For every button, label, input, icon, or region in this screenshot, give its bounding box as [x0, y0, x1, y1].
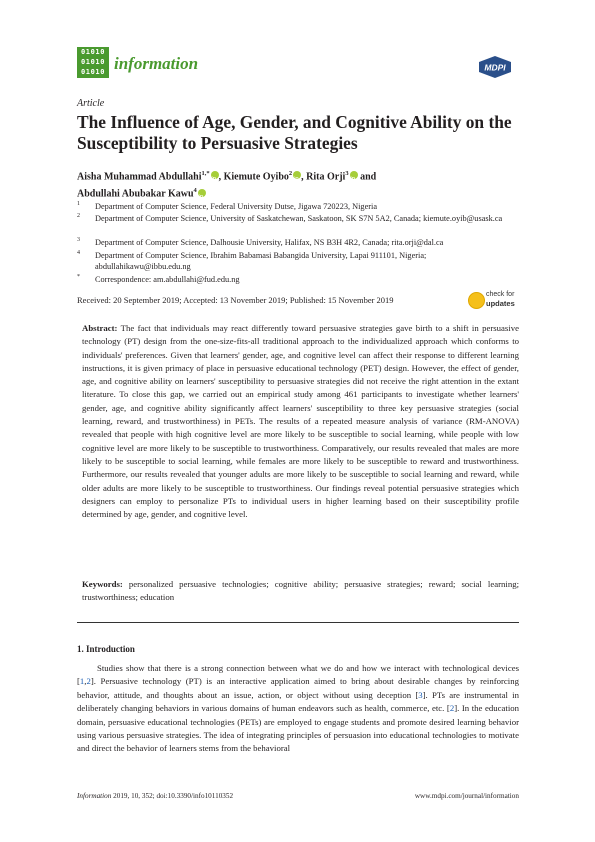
- keywords: [82, 578, 519, 605]
- abstract: [82, 322, 519, 521]
- mdpi-logo: [477, 55, 513, 79]
- citation-link[interactable]: 2: [449, 703, 455, 714]
- body-text: ]. Persuasive technology (PT) is an interactive application aimed to bring about desirable changes by reinforcing behavior, attitude, and thoughts about an issue, action, or object without using deception [: [77, 676, 519, 700]
- author-affil-sup: 3: [345, 170, 349, 177]
- article-type: Article: [77, 98, 105, 109]
- article-title: The Influence of Age, Gender, and Cognitive Ability on the Susceptibility to Persuasive Strategies: [77, 112, 512, 153]
- affiliation-number: 2: [77, 213, 80, 219]
- journal-logo: [77, 47, 109, 78]
- body-text: ]. In the education domain, persuasive educational technologies (PETs) are employed to engage students and promote desired learning behavior using various persuasive strategies. The idea of integrating principles of persuasion into educational technologies to motivate and direct the behavior of learners stems from the behavioral: [77, 703, 520, 754]
- citation-link[interactable]: 3: [418, 689, 423, 700]
- citation-link[interactable]: 1: [79, 676, 85, 687]
- orcid-icon[interactable]: [293, 171, 301, 179]
- affiliation-number: 3: [77, 237, 80, 243]
- abstract-text: The fact that individuals may react differently toward persuasive strategies gave birth to a shift in persuasive technology (PT) design from the one-size-fits-all traditional approach to the individualized approach which conforms to individuals' preferences. Given that learners' gender, age, and cognitive level can affect their response to different learning instructions, it is given primacy of place in persuasive educational technology (PET) design. However, the effect of gender, age, and cognitive ability on learners' susceptibility to persuasive strategies did not receive the right attention in the extant literature. To close this gap, we carried out an empirical study among 461 participants to investigate whether learners' gender, age, and cognitive ability significantly affect learners' susceptibility to three key persuasive strategies (social learning, reward, and trustworthiness) in PETs. The results of a repeated measure analysis of variance (RM-ANOVA) revealed that people with high cognitive level are more likely to be susceptible to social learning, while people with low cognitive level are more likely to be susceptible to trustworthiness. Comparatively, our results revealed that males are more likely to be susceptible to social learning, while females are more likely to be susceptible to reward and trustworthiness. Furthermore, our results revealed that younger adults are more likely to be susceptible to social learning and reward, while older adults are more likely to be susceptible to trustworthiness. Our findings reveal potential persuasive strategies which designers can employ to personalize PTs to individual users in higher learning based on their susceptibility profile determined by age, gender, and cognitive level.: [82, 323, 519, 520]
- body-text: ]. PTs are instrumental in deliberately changing behaviors in various domains of human endeavors such as health, commerce, etc. [: [77, 689, 519, 714]
- affiliation-text: Department of Computer Science, Federal University Dutse, Jigawa 720223, Nigeria: [95, 202, 378, 211]
- author-list: [77, 167, 517, 202]
- orcid-icon[interactable]: [198, 189, 206, 197]
- footer-url[interactable]: www.mdpi.com/journal/information: [414, 792, 519, 800]
- author-separator: ,: [301, 171, 307, 183]
- publication-dates: Received: 20 September 2019; Accepted: 13 November 2019; Published: 15 November 2019: [77, 295, 394, 305]
- body-text: ,: [84, 676, 87, 687]
- orcid-icon[interactable]: [211, 171, 219, 179]
- check-for-updates-badge[interactable]: [468, 290, 518, 310]
- body-paragraph: [77, 662, 519, 756]
- author-name[interactable]: Kiemute Oyibo: [223, 171, 289, 183]
- correspondence-text: Correspondence: am.abdullahi@fud.edu.ng: [95, 275, 240, 284]
- journal-name: information: [114, 54, 199, 73]
- keywords-text: personalized persuasive technologies; cognitive ability; persuasive strategies; reward; social learning; trustworthiness; education: [82, 579, 519, 603]
- check-updates-line1: check for: [486, 291, 515, 298]
- author-separator: ,: [218, 171, 224, 183]
- author-affil-sup: 1,*: [201, 170, 210, 177]
- check-updates-line2: updates: [486, 299, 515, 308]
- affiliation-text: Department of Computer Science, University of Saskatchewan, Saskatoon, SK S7N 5A2, Canada; kiemute.oyib@usask.ca: [95, 214, 503, 223]
- author-affil-sup: 4: [193, 187, 197, 195]
- logo-row: 01010: [80, 58, 106, 66]
- logo-row: 01010: [80, 48, 106, 56]
- orcid-icon[interactable]: [350, 171, 358, 179]
- section-heading: 1. Introduction: [77, 644, 135, 654]
- footer-citation-text: 2019, 10, 352; doi:10.3390/info10110352: [111, 792, 234, 800]
- citation-link[interactable]: 2: [86, 676, 91, 687]
- abstract-label: Abstract:: [82, 323, 118, 333]
- section-divider: [77, 622, 519, 623]
- affiliation-number: 1: [77, 201, 80, 207]
- check-updates-icon: [468, 292, 485, 309]
- keywords-label: Keywords:: [82, 579, 123, 589]
- affiliation-number: *: [77, 274, 80, 280]
- mdpi-logo-text: MDPI: [484, 62, 506, 73]
- author-affil-sup: 2: [288, 170, 293, 177]
- author-name[interactable]: Aisha Muhammad Abdullahi: [77, 171, 202, 183]
- author-separator: and: [357, 171, 377, 183]
- body-text: Studies show that there is a strong connection between what we do and how we interact with technological devices [: [77, 663, 519, 687]
- logo-row: 01010: [80, 68, 106, 76]
- footer-journal: Information: [77, 792, 112, 800]
- author-name[interactable]: Rita Orji: [306, 171, 346, 183]
- footer-citation: [77, 792, 233, 800]
- author-name[interactable]: Abdullahi Abubakar Kawu: [77, 188, 194, 200]
- affiliation-text: Department of Computer Science, Ibrahim Babamasi Babangida University, Lapai 911101, Nigeria; abdullahikawu@ibbu.edu.ng: [95, 251, 427, 271]
- affiliation-text: Department of Computer Science, Dalhousie University, Halifax, NS B3H 4R2, Canada; rita.orji@dal.ca: [95, 238, 444, 247]
- affiliation-number: 4: [77, 250, 80, 256]
